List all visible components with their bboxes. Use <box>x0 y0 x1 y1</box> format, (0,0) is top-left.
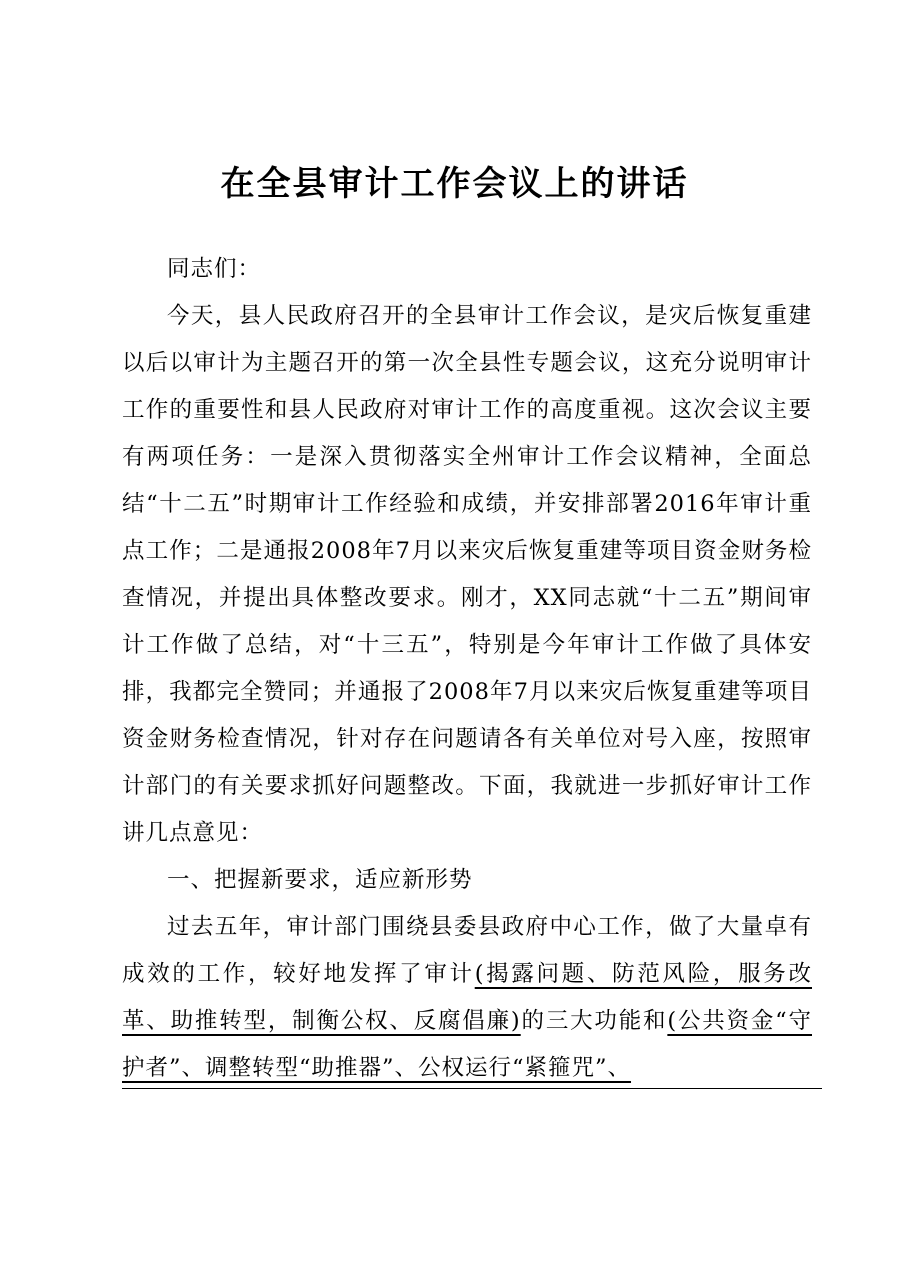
salutation: 同志们： <box>167 256 262 282</box>
underline-continuation-rule <box>122 1088 822 1089</box>
paragraph-2-text-a: 过去五年，审计部门围绕县委县政府中心工作，做了大量卓有成效的工作，较好地发挥了审计 <box>122 914 812 987</box>
paragraph-1: 今天，县人民政府召开的全县审计工作会议，是灾后恢复重建以后以审计为主题召开的第一次全县性专题会议，这充分说明审计工作的重要性和县人民政府对审计工作的高度重视。这次会议主要有两项任务：一是深入贯彻落实全州审计工作会议精神，全面总结“十二五”时期审计工作经验和成绩，并安排部署2016年审计重点工作；二是通报2008年7月以来灾后恢复重建等项目资金财务检查情况，并提出具体整改要求。刚才，XX同志就“十二五”期间审计工作做了总结，对“十三五”，特别是今年审计工作做了具体安排，我都完全赞同；并通报了2008年7月以来灾后恢复重建等项目资金财务检查情况，针对存在问题请各有关单位对号入座，按照审计部门的有关要求抓好问题整改。下面，我就进一步抓好审计工作讲几点意见： <box>122 303 812 846</box>
paragraph-2-text-b: 的三大功能和 <box>520 1008 668 1034</box>
document-title: 在全县审计工作会议上的讲话 <box>220 164 689 204</box>
document-body <box>122 246 812 1092</box>
paragraph-2-underlined-a: (揭露问题、防范风险，服务改革、助推转型，制衡公权、反腐倡廉) <box>122 961 812 1034</box>
paragraph-2-underlined-b: (公共资金“守护者”、调整转型“助推器”、公权运行“紧箍咒”、 <box>122 1008 812 1081</box>
section-heading-1: 一、把握新要求，适应新形势 <box>167 867 473 893</box>
paragraph-2 <box>122 904 812 1092</box>
